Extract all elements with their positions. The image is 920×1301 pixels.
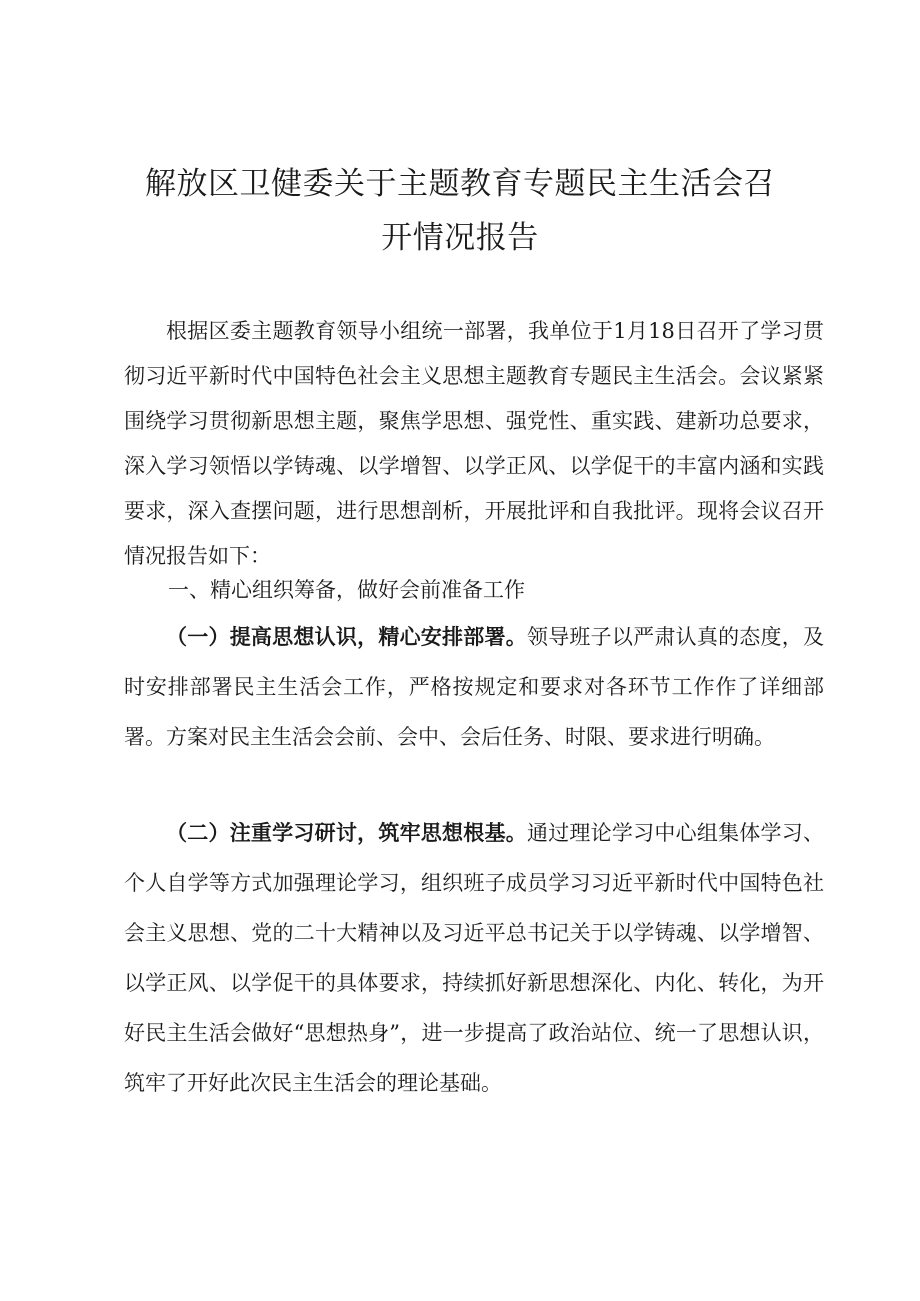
item-2-paragraph [124,808,824,1108]
document-title-line-1: 解放区卫健委关于主题教育专题民主生活会召 [145,166,775,202]
section-heading-1: 一、精心组织筹备，做好会前准备工作 [168,578,525,602]
item-2-body: 通过理论学习中心组集体学习、个人自学等方式加强理论学习，组织班子成员学习习近平新时代中国特色社会主义思想、党的二十大精神以及习近平总书记关于以学铸魂、以学增智、以学正风、以学促干的具体要求，持续抓好新思想深化、内化、转化，为开好民主生活会做好“思想热身”，进一步提高了政治站位、统一了思想认识，筑牢了开好此次民主生活会的理论基础。 [124,821,825,1095]
item-2-lead: （二）注重学习研讨，筑牢思想根基。 [166,820,527,845]
intro-paragraph: 根据区委主题教育领导小组统一部署，我单位于1月18日召开了学习贯彻习近平新时代中国特色社会主义思想主题教育专题民主生活会。会议紧紧围绕学习贯彻新思想主题，聚焦学思想、强党性、重实践、建新功总要求，深入学习领悟以学铸魂、以学增智、以学正风、以学促干的丰富内涵和实践要求，深入查摆问题，进行思想剖析，开展批评和自我批评。现将会议召开情况报告如下： [124,319,824,568]
document-title-line-2: 开情况报告 [381,220,539,256]
item-1-lead: （一）提高思想认识，精心安排部署。 [166,624,527,649]
item-1-body: 领导班子以严肃认真的态度，及时安排部署民主生活会工作，严格按规定和要求对各环节工作作了详细部署。方案对民主生活会会前、会中、会后任务、时限、要求进行明确。 [124,625,825,749]
item-1-paragraph [124,612,824,762]
